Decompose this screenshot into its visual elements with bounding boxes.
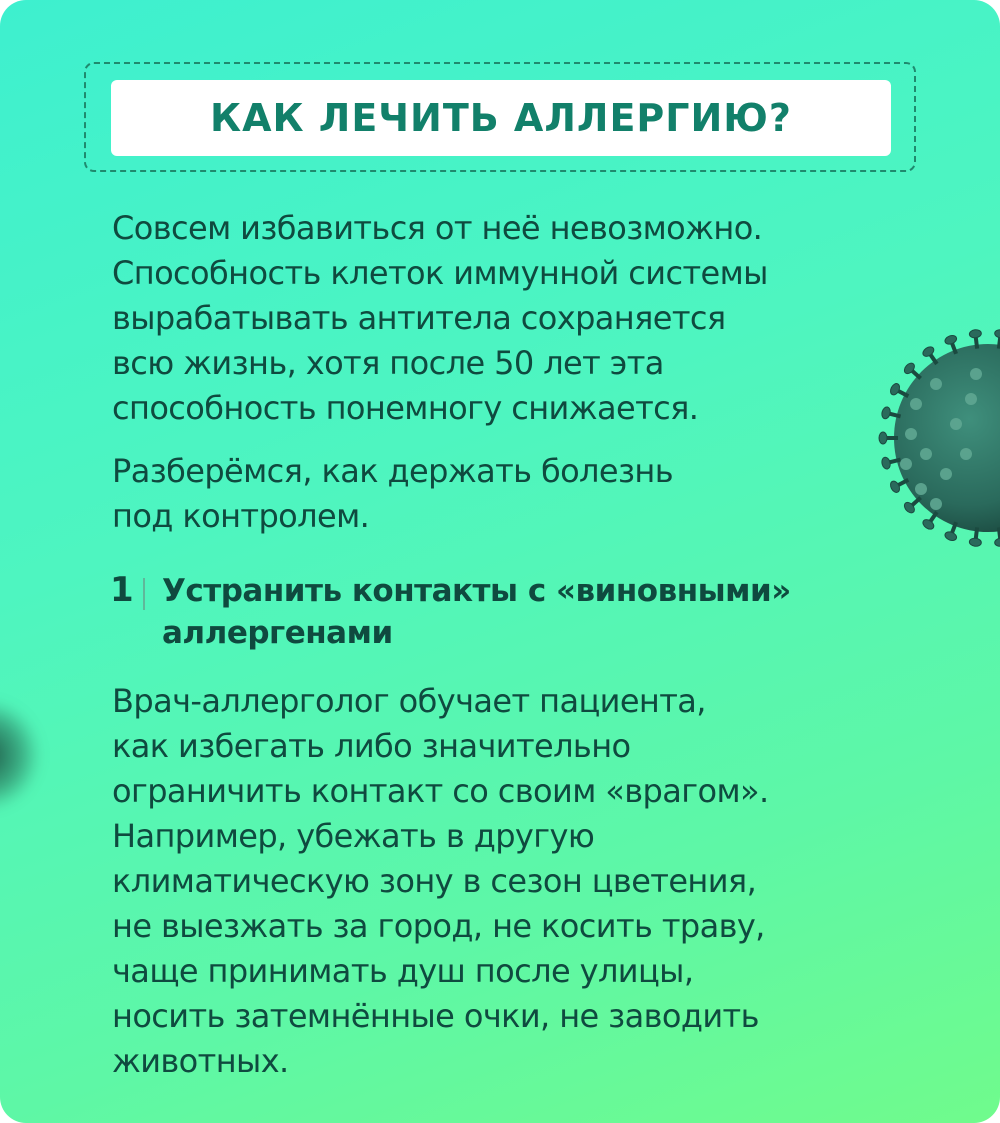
step-body-line: климатическую зону в сезон цветения, bbox=[112, 862, 757, 900]
intro-line: вырабатывать антитела сохраняется bbox=[112, 299, 726, 337]
step-body-line: чаще принимать душ после улицы, bbox=[112, 952, 694, 990]
virus-spike-cap bbox=[881, 456, 892, 470]
virus-surface-dot bbox=[915, 483, 927, 495]
virus-spike-cap bbox=[969, 538, 982, 547]
virus-spike bbox=[889, 460, 901, 463]
intro-line: всю жизнь, хотя после 50 лет эта bbox=[112, 344, 664, 382]
step-heading-line: Устранить контакты с «виновными» bbox=[162, 573, 791, 609]
virus-surface-dot bbox=[900, 458, 912, 470]
virus-spike-cap bbox=[944, 334, 958, 346]
virus-surface-dot bbox=[950, 418, 962, 430]
virus-surface-dot bbox=[960, 448, 972, 460]
virus-spike-cap bbox=[889, 382, 902, 396]
virus-icon bbox=[876, 314, 1000, 562]
step-divider bbox=[143, 578, 145, 610]
step-heading-line: аллергенами bbox=[162, 615, 393, 651]
intro-line: способность понемногу снижается. bbox=[112, 389, 699, 427]
intro-line: Способность клеток иммунной системы bbox=[112, 254, 768, 292]
virus-spike-cap bbox=[879, 432, 887, 444]
virus-surface-dot bbox=[930, 498, 942, 510]
virus-spike bbox=[930, 512, 937, 522]
title-box bbox=[111, 80, 891, 156]
intro-paragraph bbox=[112, 206, 768, 431]
step-number: 1 bbox=[110, 570, 132, 610]
virus-spike bbox=[976, 337, 977, 349]
step-body-line: животных. bbox=[112, 1042, 289, 1080]
page-title: КАК ЛЕЧИТЬ АЛЛЕРГИЮ? bbox=[210, 96, 792, 140]
virus-surface-dot bbox=[905, 428, 917, 440]
step-body-line: носить затемнённые очки, не заводить bbox=[112, 997, 759, 1035]
lead-line: Разберёмся, как держать болезнь bbox=[112, 452, 673, 490]
virus-spike-cap bbox=[889, 480, 902, 494]
step-body-line: Например, убежать в другую bbox=[112, 817, 595, 855]
step-body-line: не выезжать за город, не косить траву, bbox=[112, 907, 765, 945]
virus-surface-dot bbox=[910, 398, 922, 410]
step-body-line: ограничить контакт со своим «врагом». bbox=[112, 772, 769, 810]
step-body-line: как избегать либо значительно bbox=[112, 727, 631, 765]
step-body-line: Врач-аллерголог обучает пациента, bbox=[112, 682, 706, 720]
virus-surface-dot bbox=[920, 448, 932, 460]
lead-line: под контролем. bbox=[112, 497, 370, 535]
virus-spike-cap bbox=[994, 329, 1000, 338]
virus-surface-dot bbox=[965, 393, 977, 405]
virus-spike bbox=[889, 414, 901, 417]
step-heading bbox=[162, 570, 791, 654]
lead-paragraph bbox=[112, 449, 673, 539]
virus-surface-dot bbox=[970, 368, 982, 380]
virus-spike-cap bbox=[969, 329, 982, 338]
intro-line: Совсем избавиться от неё невозможно. bbox=[112, 209, 763, 247]
virus-surface-dot bbox=[940, 468, 952, 480]
blurred-virus-decoration bbox=[0, 700, 40, 810]
virus-surface-dot bbox=[930, 378, 942, 390]
virus-spike-cap bbox=[994, 538, 1000, 547]
virus-spike bbox=[976, 527, 977, 539]
virus-spike-cap bbox=[944, 530, 958, 542]
virus-spike bbox=[930, 354, 937, 364]
step-body-paragraph bbox=[112, 679, 769, 1084]
virus-spike-cap bbox=[881, 406, 892, 420]
